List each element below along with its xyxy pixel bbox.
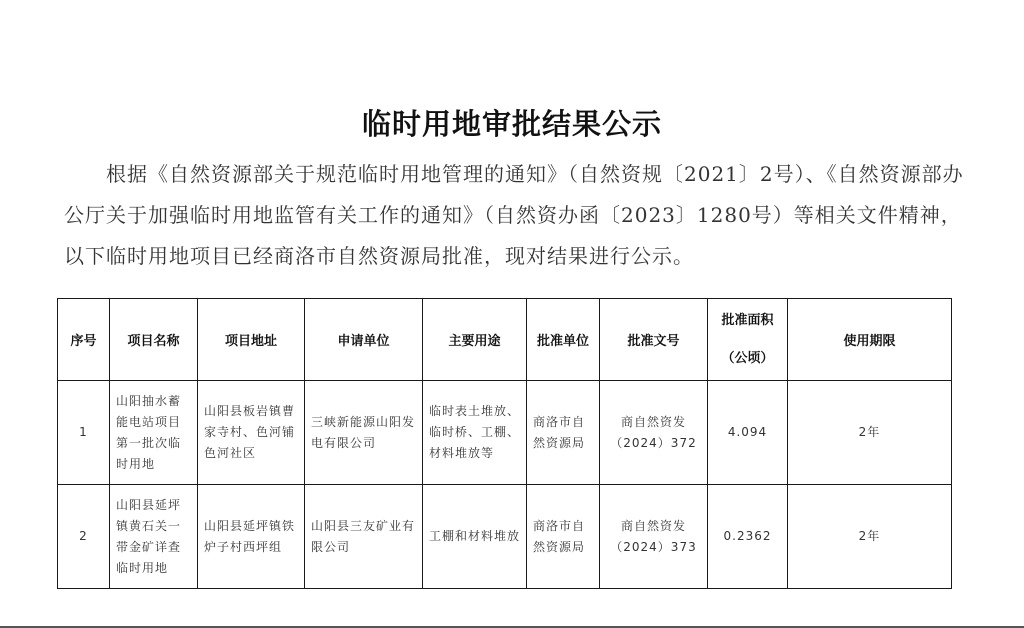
header-area — [708, 299, 788, 381]
header-project-name: 项目名称 — [110, 299, 198, 381]
table-row — [58, 485, 952, 589]
header-project-address: 项目地址 — [198, 299, 305, 381]
cell-project-address-text: 山阳县延坪镇铁炉子村西坪组 — [204, 518, 296, 554]
cell-applicant-text: 山阳县三友矿业有限公司 — [311, 518, 416, 554]
cell-area: 0.2362 — [708, 485, 788, 589]
cell-period: 2年 — [788, 485, 952, 589]
header-area-line1: 批准面积 — [721, 312, 774, 328]
cell-index: 1 — [58, 381, 110, 485]
cell-main-use — [423, 381, 527, 485]
intro-paragraph: 根据《自然资源部关于规范临时用地管理的通知》（自然资规〔2021〕2号）、《自然资源部办公厅关于加强临时用地监管有关工作的通知》（自然资办函〔2023〕1280号）等相关文件精神，以下临时用地项目已经商洛市自然资源局批准，现对结果进行公示。 — [64, 162, 964, 268]
cell-main-use-text: 临时表土堆放、临时桥、工棚、材料堆放等 — [429, 404, 521, 460]
cell-approver — [527, 381, 600, 485]
cell-index: 2 — [58, 485, 110, 589]
header-approver: 批准单位 — [527, 299, 600, 381]
cell-approver — [527, 485, 600, 589]
cell-main-use — [423, 485, 527, 589]
header-applicant: 申请单位 — [305, 299, 423, 381]
cell-project-name-text: 山阳抽水蓄能电站项目第一批次临时用地 — [116, 393, 182, 471]
header-index: 序号 — [58, 299, 110, 381]
header-approval-doc: 批准文号 — [600, 299, 708, 381]
cell-area: 4.094 — [708, 381, 788, 485]
cell-applicant — [305, 381, 423, 485]
cell-project-name — [110, 485, 198, 589]
cell-project-address — [198, 381, 305, 485]
header-period: 使用期限 — [788, 299, 952, 381]
header-area-line2: （公顷） — [721, 350, 774, 366]
cell-approval-doc: 商自然资发（2024）373 — [600, 485, 708, 589]
cell-project-name — [110, 381, 198, 485]
results-table — [57, 298, 952, 589]
header-main-use: 主要用途 — [423, 299, 527, 381]
page-title: 临时用地审批结果公示 — [361, 107, 662, 141]
cell-applicant-text: 三峡新能源山阳发电有限公司 — [311, 414, 416, 450]
cell-applicant — [305, 485, 423, 589]
cell-project-address — [198, 485, 305, 589]
cell-approver-text: 商洛市自然资源局 — [533, 518, 586, 554]
cell-project-name-text: 山阳县延坪镇黄石关一带金矿详查临时用地 — [116, 497, 182, 575]
cell-main-use-text: 工棚和材料堆放 — [429, 529, 521, 543]
cell-period: 2年 — [788, 381, 952, 485]
cell-project-address-text: 山阳县板岩镇曹家寺村、色河铺色河社区 — [204, 404, 296, 460]
cell-approver-text: 商洛市自然资源局 — [533, 414, 586, 450]
table-row — [58, 381, 952, 485]
cell-approval-doc: 商自然资发（2024）372 — [600, 381, 708, 485]
table-header-row — [58, 299, 952, 381]
